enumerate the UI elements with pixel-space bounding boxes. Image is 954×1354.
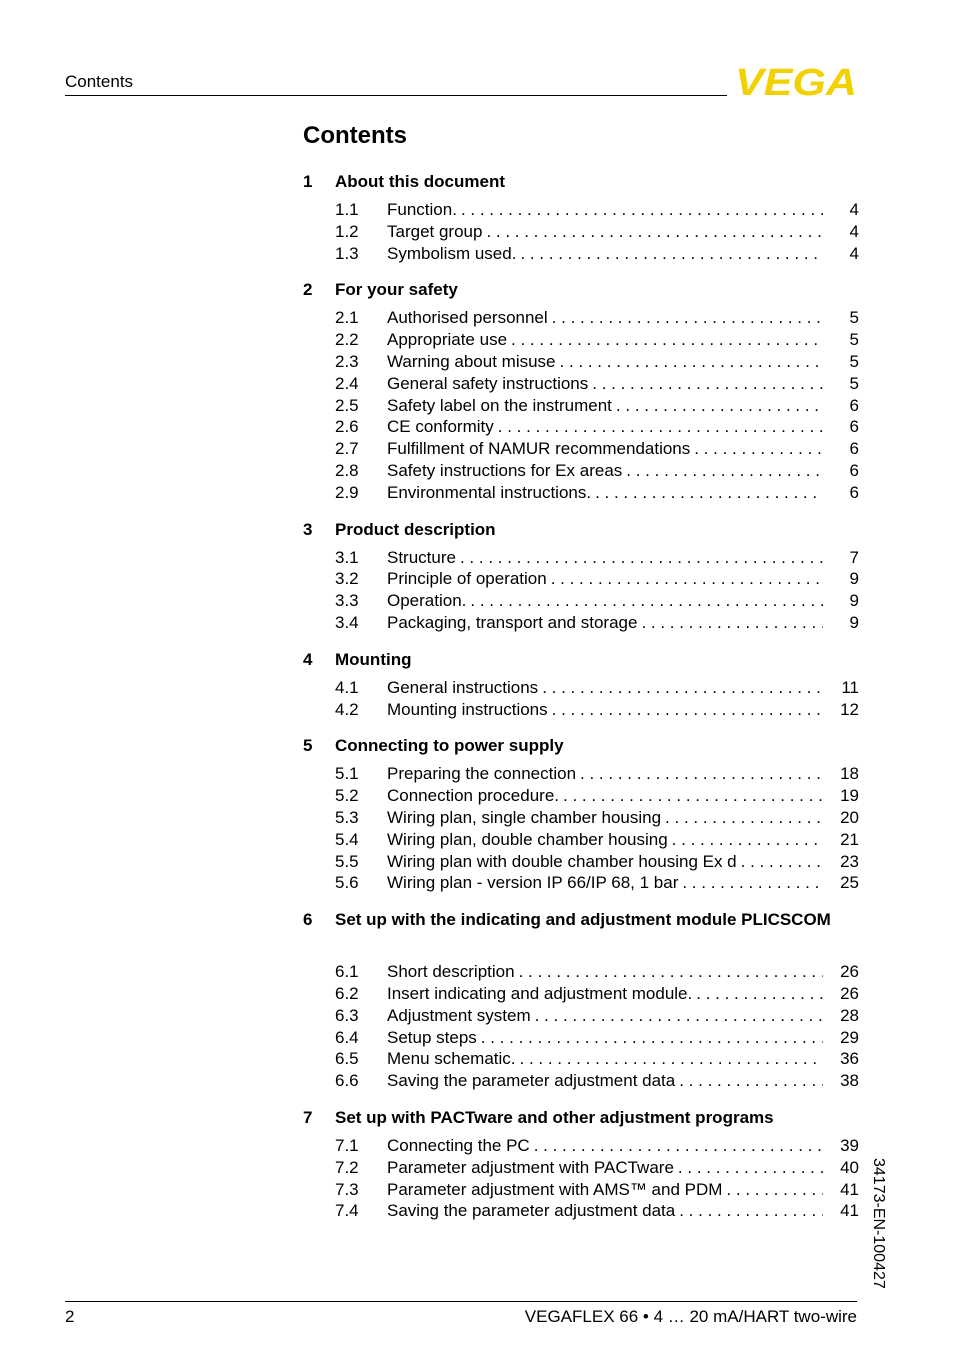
section-title: Mounting bbox=[335, 649, 412, 669]
entry-page-number: 20 bbox=[840, 807, 859, 827]
entry-title: Fulfillment of NAMUR recommendations bbox=[387, 439, 691, 459]
entry-number: 7.2 bbox=[335, 1157, 359, 1177]
entry-page-number: 40 bbox=[840, 1157, 859, 1177]
entry-number: 7.3 bbox=[335, 1179, 359, 1199]
dot-leader bbox=[672, 829, 823, 851]
entry-title: Parameter adjustment with AMS™ and PDM bbox=[387, 1179, 723, 1199]
entry-number: 2.7 bbox=[335, 439, 359, 459]
section-number: 1 bbox=[303, 172, 313, 191]
dot-leader bbox=[726, 1179, 823, 1201]
dot-leader bbox=[534, 1135, 823, 1157]
entry-title: Authorised personnel bbox=[387, 308, 548, 328]
entry-page-number: 41 bbox=[840, 1201, 859, 1221]
entry-number: 6.3 bbox=[335, 1005, 359, 1025]
toc-section-heading[interactable] bbox=[303, 1106, 859, 1130]
dot-leader bbox=[641, 612, 823, 634]
running-header: Contents bbox=[65, 72, 134, 91]
dot-leader bbox=[542, 677, 823, 699]
entry-title: Saving the parameter adjustment data bbox=[387, 1201, 676, 1221]
entry-title: Parameter adjustment with PACTware bbox=[387, 1157, 674, 1177]
dot-leader bbox=[551, 568, 823, 590]
entry-page-number: 19 bbox=[840, 786, 859, 806]
dot-leader bbox=[498, 416, 823, 438]
toc-section-heading[interactable] bbox=[303, 908, 859, 956]
entry-number: 5.5 bbox=[335, 851, 359, 871]
entry-title: Safety instructions for Ex areas bbox=[387, 460, 623, 480]
entry-page-number: 5 bbox=[849, 373, 859, 393]
entry-number: 2.8 bbox=[335, 460, 359, 480]
page-number: 2 bbox=[65, 1307, 75, 1326]
toc-section-heading[interactable] bbox=[303, 518, 859, 542]
toc-entry[interactable] bbox=[303, 851, 859, 873]
entry-number: 3.1 bbox=[335, 547, 359, 567]
section-gap bbox=[303, 504, 859, 518]
entry-page-number: 9 bbox=[849, 591, 859, 611]
section-items bbox=[303, 677, 859, 721]
entry-title: Preparing the connection bbox=[387, 764, 577, 784]
entry-title: Function. bbox=[387, 200, 457, 219]
section-title: About this document bbox=[335, 172, 505, 191]
toc-entry[interactable] bbox=[303, 438, 859, 460]
toc-section bbox=[303, 1106, 859, 1222]
dot-leader bbox=[595, 482, 823, 504]
entry-title: Appropriate use bbox=[387, 330, 508, 350]
entry-page-number: 28 bbox=[840, 1005, 859, 1025]
entry-page-number: 41 bbox=[840, 1179, 859, 1199]
entry-page-number: 36 bbox=[840, 1049, 859, 1069]
entry-number: 2.5 bbox=[335, 395, 359, 415]
toc-section bbox=[303, 170, 859, 264]
toc-entry[interactable] bbox=[303, 1005, 859, 1027]
entry-page-number: 4 bbox=[849, 200, 859, 219]
dot-leader bbox=[592, 373, 823, 395]
dot-leader bbox=[481, 1027, 823, 1049]
dot-leader bbox=[552, 699, 823, 721]
dot-leader bbox=[696, 983, 823, 1005]
dot-leader bbox=[741, 851, 823, 873]
toc-entry[interactable] bbox=[303, 983, 859, 1005]
dot-leader bbox=[616, 395, 823, 417]
entry-title: CE conformity bbox=[387, 417, 494, 437]
toc-section bbox=[303, 518, 859, 634]
entry-page-number: 6 bbox=[849, 439, 859, 459]
entry-title: Menu schematic. bbox=[387, 1049, 516, 1069]
dot-leader bbox=[520, 1048, 824, 1070]
section-items bbox=[303, 547, 859, 634]
toc-entry[interactable] bbox=[303, 307, 859, 329]
entry-title: Wiring plan with double chamber housing Ex d bbox=[387, 851, 737, 871]
toc-section-heading[interactable] bbox=[303, 648, 859, 672]
section-number: 5 bbox=[303, 736, 313, 756]
entry-title: Insert indicating and adjustment module. bbox=[387, 983, 693, 1003]
entry-page-number: 5 bbox=[849, 330, 859, 350]
dot-leader bbox=[679, 1070, 823, 1092]
section-gap bbox=[303, 1092, 859, 1106]
entry-number: 2.6 bbox=[335, 417, 359, 437]
toc-entry[interactable] bbox=[303, 590, 859, 612]
page-title: Contents bbox=[303, 122, 407, 149]
dot-leader bbox=[470, 590, 823, 612]
section-title: Connecting to power supply bbox=[335, 736, 564, 756]
entry-number: 1.3 bbox=[335, 243, 359, 263]
toc-entry[interactable] bbox=[303, 961, 859, 983]
section-number: 4 bbox=[303, 649, 313, 669]
section-items bbox=[303, 961, 859, 1092]
entry-number: 2.2 bbox=[335, 330, 359, 350]
entry-page-number: 39 bbox=[840, 1135, 859, 1155]
document-code: 34173-EN-100427 bbox=[870, 1158, 887, 1289]
entry-page-number: 23 bbox=[840, 851, 859, 871]
toc-entry[interactable] bbox=[303, 373, 859, 395]
entry-page-number: 11 bbox=[841, 677, 859, 697]
entry-title: Principle of operation bbox=[387, 569, 547, 589]
section-title: Product description bbox=[335, 519, 496, 539]
toc-section-heading[interactable] bbox=[303, 734, 859, 758]
entry-number: 6.4 bbox=[335, 1027, 359, 1047]
entry-title: Operation. bbox=[387, 591, 467, 611]
toc-entry[interactable] bbox=[303, 1179, 859, 1201]
entry-title: Mounting instructions bbox=[387, 699, 548, 719]
entry-number: 4.1 bbox=[335, 677, 359, 697]
section-items bbox=[303, 199, 859, 264]
dot-leader bbox=[511, 329, 823, 351]
section-gap bbox=[303, 264, 859, 278]
entry-page-number: 21 bbox=[840, 829, 859, 849]
toc-entry[interactable] bbox=[303, 547, 859, 569]
toc-section bbox=[303, 734, 859, 894]
toc-entry[interactable] bbox=[303, 1027, 859, 1049]
entry-title: Connecting the PC bbox=[387, 1135, 530, 1155]
entry-title: Adjustment system bbox=[387, 1005, 531, 1025]
entry-number: 2.3 bbox=[335, 351, 359, 371]
toc-entry[interactable] bbox=[303, 612, 859, 634]
entry-number: 3.4 bbox=[335, 612, 359, 632]
toc-entry[interactable] bbox=[303, 829, 859, 851]
entry-number: 5.6 bbox=[335, 873, 359, 893]
entry-page-number: 6 bbox=[849, 417, 859, 437]
table-of-contents bbox=[303, 170, 859, 1222]
section-number: 2 bbox=[303, 280, 313, 300]
entry-number: 1.2 bbox=[335, 221, 359, 241]
entry-title: General instructions bbox=[387, 677, 539, 697]
toc-entry[interactable] bbox=[303, 329, 859, 351]
entry-page-number: 6 bbox=[849, 460, 859, 480]
section-gap bbox=[303, 634, 859, 648]
entry-page-number: 7 bbox=[849, 547, 859, 567]
entry-number: 5.2 bbox=[335, 786, 359, 806]
entry-page-number: 26 bbox=[840, 962, 859, 982]
dot-leader bbox=[486, 221, 823, 243]
dot-leader bbox=[520, 243, 823, 265]
toc-entry[interactable] bbox=[303, 807, 859, 829]
vega-logo-text: VEGA bbox=[735, 64, 857, 98]
section-title: For your safety bbox=[335, 280, 458, 300]
entry-title: Wiring plan, double chamber housing bbox=[387, 829, 668, 849]
entry-number: 2.4 bbox=[335, 373, 359, 393]
toc-entry[interactable] bbox=[303, 416, 859, 438]
toc-entry[interactable] bbox=[303, 482, 859, 504]
entry-page-number: 9 bbox=[849, 569, 859, 589]
toc-entry[interactable] bbox=[303, 395, 859, 417]
toc-entry[interactable] bbox=[303, 221, 859, 243]
toc-entry[interactable] bbox=[303, 1135, 859, 1157]
entry-number: 5.4 bbox=[335, 829, 359, 849]
entry-title: Warning about misuse bbox=[387, 351, 556, 371]
dot-leader bbox=[519, 961, 823, 983]
dot-leader bbox=[552, 307, 823, 329]
entry-title: Packaging, transport and storage bbox=[387, 612, 638, 632]
entry-page-number: 4 bbox=[849, 221, 859, 241]
entry-page-number: 18 bbox=[840, 764, 859, 784]
header-rule bbox=[65, 95, 727, 96]
product-name: VEGAFLEX 66 • 4 … 20 mA/HART two-wire bbox=[524, 1307, 857, 1326]
toc-entry[interactable] bbox=[303, 785, 859, 807]
entry-number: 2.9 bbox=[335, 482, 359, 502]
entry-number: 7.4 bbox=[335, 1201, 359, 1221]
toc-entry[interactable] bbox=[303, 243, 859, 265]
section-title: Set up with the indicating and adjustment module PLICSCOM bbox=[335, 910, 831, 930]
dot-leader bbox=[580, 763, 823, 785]
section-number: 6 bbox=[303, 910, 313, 930]
section-gap bbox=[303, 720, 859, 734]
entry-number: 3.2 bbox=[335, 569, 359, 589]
entry-title: Structure bbox=[387, 547, 456, 567]
entry-number: 2.1 bbox=[335, 308, 359, 328]
entry-title: Wiring plan - version IP 66/IP 68, 1 bar bbox=[387, 873, 679, 893]
entry-page-number: 4 bbox=[849, 243, 859, 263]
toc-entry[interactable] bbox=[303, 351, 859, 373]
section-number: 7 bbox=[303, 1107, 313, 1127]
entry-page-number: 5 bbox=[849, 351, 859, 371]
entry-title: Connection procedure. bbox=[387, 786, 560, 806]
entry-page-number: 5 bbox=[849, 308, 859, 328]
entry-title: General safety instructions bbox=[387, 373, 589, 393]
toc-entry[interactable] bbox=[303, 699, 859, 721]
dot-leader bbox=[679, 1200, 823, 1222]
entry-number: 7.1 bbox=[335, 1135, 359, 1155]
section-items bbox=[303, 307, 859, 503]
section-gap bbox=[303, 894, 859, 908]
dot-leader bbox=[560, 351, 823, 373]
toc-entry[interactable] bbox=[303, 460, 859, 482]
toc-section-heading[interactable] bbox=[303, 170, 859, 194]
dot-leader bbox=[665, 807, 823, 829]
entry-number: 5.1 bbox=[335, 764, 359, 784]
entry-title: Wiring plan, single chamber housing bbox=[387, 807, 662, 827]
entry-title: Safety label on the instrument bbox=[387, 395, 612, 415]
section-title: Set up with PACTware and other adjustment programs bbox=[335, 1107, 774, 1127]
entry-number: 6.5 bbox=[335, 1049, 359, 1069]
toc-entry[interactable] bbox=[303, 1157, 859, 1179]
dot-leader bbox=[694, 438, 823, 460]
section-items bbox=[303, 763, 859, 894]
vega-logo bbox=[735, 64, 859, 98]
entry-title: Symbolism used. bbox=[387, 243, 517, 263]
toc-entry[interactable] bbox=[303, 763, 859, 785]
toc-entry[interactable] bbox=[303, 1200, 859, 1222]
entry-page-number: 29 bbox=[840, 1027, 859, 1047]
entry-number: 1.1 bbox=[335, 200, 359, 219]
entry-number: 6.1 bbox=[335, 962, 359, 982]
toc-entry[interactable] bbox=[303, 677, 859, 699]
entry-title: Saving the parameter adjustment data bbox=[387, 1071, 676, 1091]
entry-page-number: 25 bbox=[840, 873, 859, 893]
entry-number: 5.3 bbox=[335, 807, 359, 827]
entry-number: 4.2 bbox=[335, 699, 359, 719]
toc-section bbox=[303, 278, 859, 503]
dot-leader bbox=[461, 199, 823, 221]
toc-section-heading[interactable] bbox=[303, 278, 859, 302]
footer-rule bbox=[65, 1301, 857, 1302]
entry-number: 6.2 bbox=[335, 983, 359, 1003]
dot-leader bbox=[682, 872, 823, 894]
section-number: 3 bbox=[303, 519, 313, 539]
dot-leader bbox=[626, 460, 823, 482]
toc-entry[interactable] bbox=[303, 872, 859, 894]
entry-page-number: 38 bbox=[840, 1071, 859, 1091]
entry-page-number: 12 bbox=[840, 699, 859, 719]
section-items bbox=[303, 1135, 859, 1222]
entry-title: Environmental instructions. bbox=[387, 482, 592, 502]
toc-section bbox=[303, 908, 859, 1092]
toc-section bbox=[303, 648, 859, 721]
entry-number: 3.3 bbox=[335, 591, 359, 611]
dot-leader bbox=[535, 1005, 823, 1027]
entry-page-number: 26 bbox=[840, 983, 859, 1003]
entry-title: Target group bbox=[387, 221, 483, 241]
dot-leader bbox=[563, 785, 823, 807]
toc-entry[interactable] bbox=[303, 1070, 859, 1092]
entry-title: Setup steps bbox=[387, 1027, 477, 1047]
entry-page-number: 9 bbox=[849, 612, 859, 632]
toc-entry[interactable] bbox=[303, 199, 859, 221]
entry-title: Short description bbox=[387, 962, 515, 982]
entry-page-number: 6 bbox=[849, 482, 859, 502]
toc-entry[interactable] bbox=[303, 1048, 859, 1070]
dot-leader bbox=[460, 547, 823, 569]
entry-page-number: 6 bbox=[849, 395, 859, 415]
entry-number: 6.6 bbox=[335, 1071, 359, 1091]
toc-entry[interactable] bbox=[303, 568, 859, 590]
dot-leader bbox=[678, 1157, 823, 1179]
